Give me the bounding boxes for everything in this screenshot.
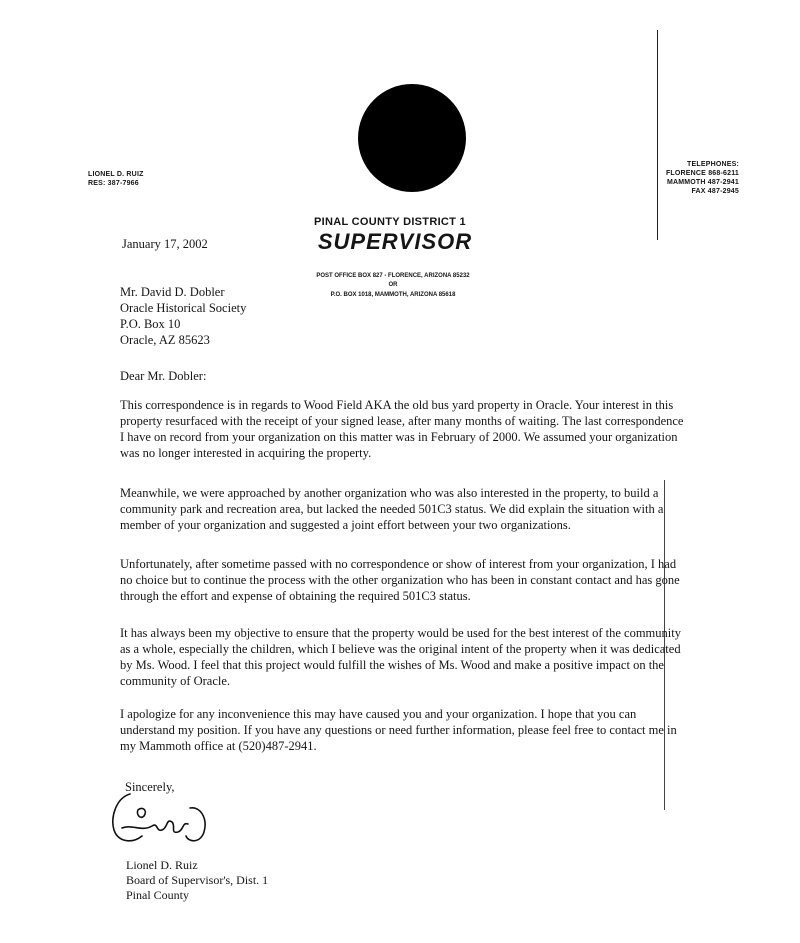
signer-county: Pinal County [126, 888, 190, 902]
left-sub: RES: 387-7966 [88, 180, 139, 187]
page-title: SUPERVISOR [317, 229, 473, 254]
paragraph: It has always been my objective to ensure that the property would be used for the best interest of the community as a whole, especially the children, which I believe was the original intent of the property when it was dedicated by Ms. Wood. I feel that this project would fulfill the wishes of Ms. Wood and make a positive impact on the community of Oracle. [120, 626, 681, 688]
signer-title: Board of Supervisor's, Dist. 1 [126, 873, 269, 887]
tel-line: MAMMOTH 487-2941 [666, 179, 739, 186]
address-line-1: POST OFFICE BOX 827 - FLORENCE, ARIZONA 85232 [316, 273, 470, 279]
salutation: Dear Mr. Dobler: [120, 369, 207, 383]
header-left-contact [88, 170, 144, 188]
closing: Sincerely, [125, 780, 175, 794]
paragraph: Unfortunately, after sometime passed with no correspondence or show of interest from your organization, I had no choice but to continue the process with the other organization who has been in constant contact and has gone through the effort and expense of obtaining the required 501C3 status. [120, 557, 680, 603]
recipient-line: Oracle, AZ 85623 [120, 333, 210, 347]
header-telephones [657, 160, 739, 196]
address-line-2: P.O. BOX 1018, MAMMOTH, ARIZONA 85618 [330, 292, 456, 298]
district-heading: PINAL COUNTY DISTRICT 1 [314, 216, 466, 228]
recipient-address [120, 284, 246, 348]
left-name: LIONEL D. RUIZ [88, 171, 144, 178]
margin-line-top [657, 30, 658, 240]
recipient-line: P.O. Box 10 [120, 317, 181, 331]
telephones-label: TELEPHONES: [687, 161, 739, 168]
recipient-line: Oracle Historical Society [120, 301, 247, 315]
signer-name: Lionel D. Ruiz [126, 858, 198, 872]
tel-line: FAX 487-2945 [691, 188, 739, 195]
handwritten-signature [108, 788, 218, 858]
paragraph: I apologize for any inconvenience this may have caused you and your organization. I hope that you can understand my position. If you have any questions or need further information, please feel free to contact me in my Mammoth office at (520)487-2941. [120, 707, 677, 753]
county-seal [358, 84, 466, 192]
paragraph: This correspondence is in regards to Wood Field AKA the old bus yard property in Oracle. Your interest in this property resurfaced with the receipt of your signed lease, after many months of waiting. The last correspondence I have on record from your organization on this matter was in February of 2000. We assumed your organization was no longer interested in acquiring the property. [120, 398, 684, 460]
address-or: OR [388, 282, 398, 288]
paragraph: Meanwhile, we were approached by another organization who was also interested in the property, to build a community park and recreation area, but lacked the needed 501C3 status. We did explain the situation with a member of your organization and suggested a joint effort between your two organizations. [120, 486, 664, 532]
recipient-line: Mr. David D. Dobler [120, 285, 225, 299]
signature-block [126, 858, 268, 903]
tel-line: FLORENCE 868-6211 [665, 170, 739, 177]
letter-date: January 17, 2002 [122, 237, 208, 251]
